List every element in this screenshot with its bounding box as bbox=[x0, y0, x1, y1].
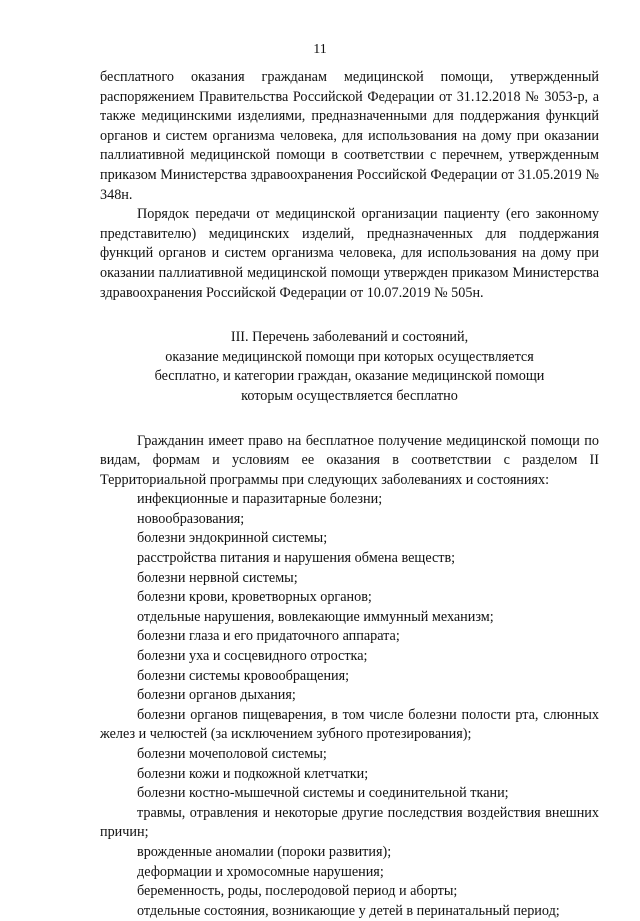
section-heading-line-3: бесплатно, и категории граждан, оказание медицинской помощи bbox=[154, 368, 545, 385]
list-item: болезни нервной системы; bbox=[137, 569, 298, 586]
list-item: болезни мочеполовой системы; bbox=[137, 746, 327, 762]
list-item: болезни костно-мышечной системы и соединительной ткани; bbox=[137, 785, 509, 802]
list-item: болезни кожи и подкожной клетчатки; bbox=[137, 765, 369, 782]
list-item: новообразования; bbox=[137, 510, 245, 527]
paragraph-transfer-procedure: Порядок передачи от медицинской организации пациенту (его законному представителю) медицинских изделий, предназначенных для поддержания функций органов и систем организма человека, для использования на дому при оказании паллиативной медицинской помощи утвержден приказом Министерства здравоохранения Российской Федерации от 10.07.2019 № 505н. bbox=[100, 206, 599, 301]
section-heading bbox=[100, 328, 599, 406]
page-number: 11 bbox=[313, 42, 327, 57]
conditions-list bbox=[100, 490, 599, 921]
list-item: беременность, роды, послеродовой период и аборты; bbox=[137, 883, 458, 900]
list-item: болезни уха и сосцевидного отростка; bbox=[137, 648, 368, 665]
list-item: отдельные нарушения, вовлекающие иммунный механизм; bbox=[137, 608, 494, 625]
list-item: болезни органов пищеварения, в том числе болезни полости рта, слюнных желез и челюстей (за исключением зубного протезирования); bbox=[100, 706, 599, 743]
section-heading-line-4: которым осуществляется бесплатно bbox=[241, 387, 458, 404]
list-item: болезни системы кровообращения; bbox=[137, 667, 350, 684]
list-item: врожденные аномалии (пороки развития); bbox=[137, 843, 392, 860]
list-item: травмы, отравления и некоторые другие последствия воздействия внешних причин; bbox=[100, 804, 599, 841]
list-item: инфекционные и паразитарные болезни; bbox=[137, 491, 383, 508]
list-item: болезни глаза и его придаточного аппарата; bbox=[137, 628, 400, 645]
list-item: болезни эндокринной системы; bbox=[137, 530, 328, 547]
section-heading-line-1: III. Перечень заболеваний и состояний, bbox=[230, 329, 469, 346]
list-item: деформации и хромосомные нарушения; bbox=[137, 863, 384, 880]
list-item: болезни крови, кроветворных органов; bbox=[137, 589, 372, 606]
paragraph-medical-devices: бесплатного оказания гражданам медицинской помощи, утвержденный распоряжением Правительства Российской Федерации от 31.12.2018 № 3053-р, а также медицинскими изделиями, предназначенными для поддержания функций органов и систем организма человека, для использования на дому при оказании паллиативной медицинской помощи в соответствии с перечнем, утвержденным приказом Министерства здравоохранения Российской Федерации от 31.05.2019 № 348н. bbox=[100, 69, 599, 203]
document-body bbox=[100, 68, 599, 921]
list-item: отдельные состояния, возникающие у детей в перинатальный период; bbox=[137, 902, 560, 919]
list-item: расстройства питания и нарушения обмена веществ; bbox=[137, 550, 456, 567]
list-item: болезни органов дыхания; bbox=[137, 687, 296, 704]
section-heading-line-2: оказание медицинской помощи при которых осуществляется bbox=[165, 348, 534, 365]
paragraph-right-to-free-care: Гражданин имеет право на бесплатное получение медицинской помощи по видам, формам и условиям ее оказания в соответствии с разделом II Территориальной программы при следующих заболеваниях и состояниях: bbox=[100, 432, 599, 488]
